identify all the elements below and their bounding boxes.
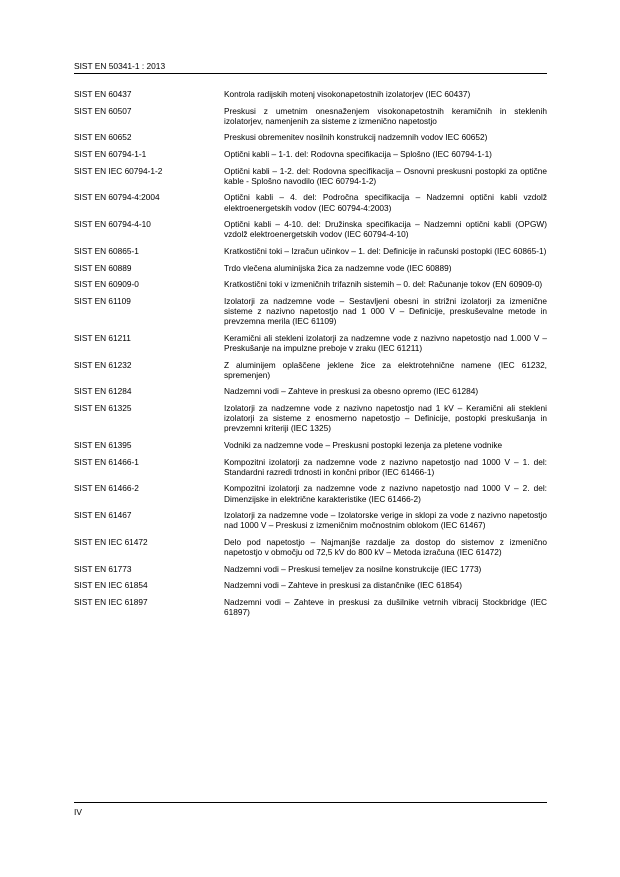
reference-row: [74, 440, 547, 450]
reference-row: [74, 219, 547, 239]
reference-code: SIST EN 61395: [74, 439, 132, 450]
reference-code: SIST EN 60889: [74, 262, 132, 273]
reference-title: Preskusi z umetnim onesnaženjem visokonapetostnih keramičnih in steklenih izolatorjev, namenjenih za sisteme z izmenično napetostjo: [224, 105, 547, 126]
reference-code: SIST EN 61284: [74, 386, 132, 397]
reference-title: Izolatorji za nadzemne vode – Izolatorske verige in sklopi za vode z nazivno napetostjo nad 1000 V – Preskusi z izmeničnim močnostnim oblokom (IEC 61467): [224, 510, 547, 531]
reference-row: [74, 386, 547, 396]
reference-title: Kompozitni izolatorji za nadzemne vode z nazivno napetostjo nad 1000 V – 2. del: Dimenzijske in električne karakteristike (IEC 61466-2): [224, 483, 547, 504]
reference-row: [74, 403, 547, 434]
reference-row: [74, 106, 547, 126]
reference-row: [74, 333, 547, 353]
reference-title: Nadzemni vodi – Preskusi temeljev za nosilne konstrukcije (IEC 1773): [224, 563, 482, 574]
reference-row: [74, 564, 547, 574]
footer-divider: [74, 802, 547, 803]
reference-title: Preskusi obremenitev nosilnih konstrukcij nadzemnih vodov IEC 60652): [224, 132, 488, 143]
reference-title: Kontrola radijskih motenj visokonapetostnih izolatorjev (IEC 60437): [224, 89, 471, 99]
reference-title: Izolatorji za nadzemne vode z nazivno napetostjo nad 1 kV – Keramični ali stekleni izolatorji za sisteme z enosmerno napetostjo – Definicije, postopki preskušanja in prevzemni kriteriji (IEC 1325): [224, 402, 547, 434]
reference-code: SIST EN 61466-1: [74, 456, 139, 467]
reference-row: [74, 166, 547, 186]
reference-title: Optični kabli – 1-2. del: Rodovna specifikacija – Osnovni preskusni postopki za optične kable - Splošno navodilo (IEC 60794-1-2): [224, 165, 547, 186]
reference-title: Optični kabli – 4-10. del: Družinska specifikacija – Nadzemni optični kabli (OPGW) vzdolž elektroenergetskih vodov (IEC 60794-4-10): [224, 219, 547, 240]
reference-code: SIST EN 60794-4:2004: [74, 192, 160, 203]
reference-title: Nadzemni vodi – Zahteve in preskusi za dušilnike vetrnih vibracij Stockbridge (IEC 61897): [224, 596, 547, 618]
reference-title: Z aluminijem oplaščene jeklene žice za elektrotehnične namene (IEC 61232, spremenjen): [224, 359, 547, 380]
reference-title: Optični kabli – 1-1. del: Rodovna specifikacija – Splošno (IEC 60794-1-1): [224, 148, 492, 159]
reference-row: [74, 457, 547, 477]
reference-row: [74, 296, 547, 327]
reference-row: [74, 580, 547, 590]
reference-code: SIST EN 60437: [74, 89, 132, 99]
reference-title: Trdo vlečena aluminijska žica za nadzemne vode (IEC 60889): [224, 262, 452, 273]
normative-references-list: [74, 89, 547, 624]
reference-code: SIST EN 60507: [74, 105, 132, 116]
reference-row: [74, 132, 547, 142]
reference-code: SIST EN IEC 61854: [74, 580, 148, 591]
reference-row: [74, 279, 547, 289]
reference-title: Kratkostični toki – Izračun učinkov – 1. del: Definicije in računski postopki (IEC 60865-1): [224, 245, 547, 256]
document-id: SIST EN 50341-1 : 2013: [74, 61, 166, 71]
reference-row: [74, 149, 547, 159]
reference-title: Nadzemni vodi – Zahteve in preskusi za obesno opremo (IEC 61284): [224, 386, 479, 397]
reference-code: SIST EN 60794-4-10: [74, 219, 151, 230]
reference-title: Keramični ali stekleni izolatorji za nadzemne vode z nazivno napetostjo nad 1.000 V – Preskušanje na impulzne preboje v zraku (IEC 61211): [224, 332, 547, 353]
reference-code: SIST EN 61773: [74, 563, 132, 574]
reference-code: SIST EN IEC 61472: [74, 536, 148, 547]
reference-row: [74, 510, 547, 530]
reference-row: [74, 192, 547, 212]
reference-code: SIST EN 61325: [74, 402, 132, 413]
reference-title: Kompozitni izolatorji za nadzemne vode z nazivno napetostjo nad 1000 V – 1. del: Standardni razredi trdnosti in končni pribor (IEC 61466-1): [224, 456, 547, 477]
reference-code: SIST EN IEC 61897: [74, 596, 148, 607]
page-footer: [74, 806, 82, 818]
reference-code: SIST EN IEC 60794-1-2: [74, 165, 163, 176]
reference-code: SIST EN 61467: [74, 510, 132, 521]
reference-code: SIST EN 60652: [74, 132, 132, 143]
document-header: [74, 60, 547, 72]
reference-row: [74, 263, 547, 273]
reference-row: [74, 89, 547, 99]
reference-title: Kratkostični toki v izmeničnih trifaznih sistemih – 0. del: Računanje tokov (EN 60909-0): [224, 279, 543, 290]
reference-code: SIST EN 60794-1-1: [74, 148, 147, 159]
reference-code: SIST EN 61466-2: [74, 483, 139, 494]
reference-code: SIST EN 61232: [74, 359, 132, 370]
reference-row: [74, 483, 547, 503]
reference-row: [74, 597, 547, 617]
reference-code: SIST EN 61109: [74, 295, 131, 306]
reference-code: SIST EN 60865-1: [74, 245, 139, 256]
header-divider: [74, 73, 547, 74]
reference-row: [74, 537, 547, 557]
reference-row: [74, 246, 547, 256]
reference-code: SIST EN 60909-0: [74, 279, 139, 290]
reference-title: Vodniki za nadzemne vode – Preskusni postopki lezenja za pletene vodnike: [224, 439, 503, 450]
reference-title: Nadzemni vodi – Zahteve in preskusi za distančnike (IEC 61854): [224, 580, 462, 591]
reference-title: Delo pod napetostjo – Najmanjše razdalje za dostop do sistemov z izmenično napetostjo v območju od 72,5 kV do 800 kV – Metoda izračuna (IEC 61472): [224, 536, 547, 558]
reference-title: Izolatorji za nadzemne vode – Sestavljeni obesni in strižni izolatorji za izmenične sisteme z nazivno napetostjo nad 1 000 V – Definicije, preskuševalne metode in prevzemna merila (IEC 61109): [224, 295, 547, 327]
reference-row: [74, 360, 547, 380]
page-number: IV: [74, 807, 82, 817]
reference-code: SIST EN 61211: [74, 332, 131, 343]
reference-title: Optični kabli – 4. del: Področna specifikacija – Nadzemni optični kabli vzdolž elektroenergetskih vodov (IEC 60794-4:2003): [224, 192, 547, 213]
